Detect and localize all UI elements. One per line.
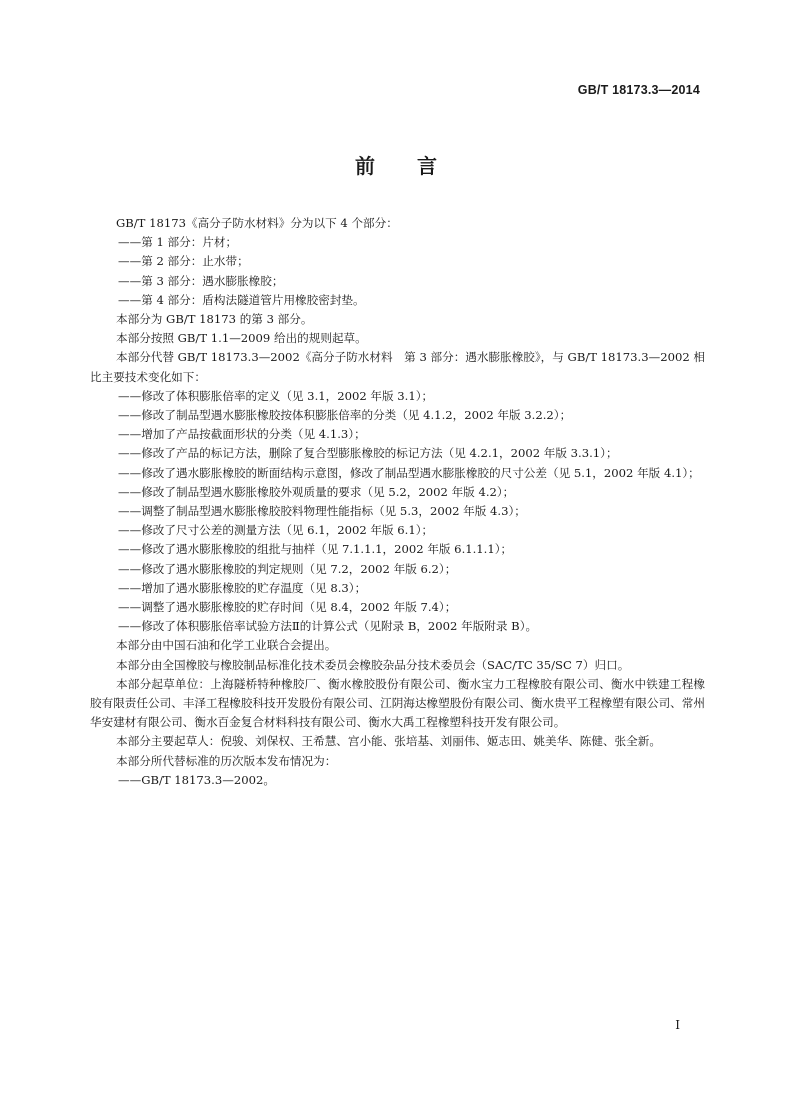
change-list-item: ——修改了尺寸公差的测量方法（见 6.1，2002 年版 6.1）； [118, 523, 434, 538]
part-list-item: ——第 1 部分：片材； [118, 235, 238, 250]
history-intro-paragraph: 本部分所代替标准的历次版本发布情况为： [116, 753, 337, 768]
this-part-paragraph: 本部分为 GB/T 18173 的第 3 部分。 [116, 312, 313, 327]
history-list-item: ——GB/T 18173.3—2002。 [118, 772, 275, 787]
change-list-item: ——修改了制品型遇水膨胀橡胶外观质量的要求（见 5.2，2002 年版 4.2）； [118, 484, 515, 499]
change-list-item: ——调整了遇水膨胀橡胶的贮存时间（见 8.4，2002 年版 7.4）； [118, 600, 457, 615]
drafting-units-paragraph: 本部分起草单位：上海隧桥特种橡胶厂、衡水橡胶股份有限公司、衡水宝力工程橡胶有限公司、衡水中铁建工程橡胶有限责任公司、丰泽工程橡胶科技开发股份有限公司、江阴海达橡塑股份有限公司、衡水贵平工程橡塑有限公司、常州华安建材有限公司、衡水百金复合材料科技有限公司、衡水大禹工程橡塑科技开发有限公司。 [90, 676, 705, 730]
change-list-item: ——修改了体积膨胀倍率试验方法Ⅱ的计算公式（见附录 B，2002 年版附录 B）。 [118, 619, 538, 634]
change-list-item: ——增加了遇水膨胀橡胶的贮存温度（见 8.3）； [118, 580, 367, 595]
change-list-item: ——修改了产品的标记方法，删除了复合型膨胀橡胶的标记方法（见 4.2.1，2002 年版 3.3.1）； [118, 446, 618, 461]
page-title: 前言 [355, 154, 479, 178]
proposed-by-paragraph: 本部分由中国石油和化学工业联合会提出。 [116, 638, 337, 653]
part-list-item: ——第 4 部分：盾构法隧道管片用橡胶密封垫。 [118, 292, 365, 307]
change-list-item: ——修改了体积膨胀倍率的定义（见 3.1，2002 年版 3.1）； [118, 388, 434, 403]
standard-number-header: GB/T 18173.3—2014 [577, 83, 700, 97]
foreword-body [90, 214, 705, 790]
change-list-item: ——增加了产品按截面形状的分类（见 4.1.3）； [118, 427, 366, 442]
page-number: Ⅰ [675, 1018, 680, 1032]
intro-paragraph: GB/T 18173《高分子防水材料》分为以下 4 个部分： [116, 216, 398, 230]
part-list-item: ——第 2 部分：止水带； [118, 254, 249, 269]
part-list-item: ——第 3 部分：遇水膨胀橡胶； [118, 273, 284, 288]
change-list-item: ——修改了遇水膨胀橡胶的判定规则（见 7.2，2002 年版 6.2）； [118, 561, 457, 576]
change-list-item: ——修改了制品型遇水膨胀橡胶按体积膨胀倍率的分类（见 4.1.2，2002 年版 3.2.2）； [118, 408, 572, 423]
jurisdiction-paragraph: 本部分由全国橡胶与橡胶制品标准化技术委员会橡胶杂品分技术委员会（SAC/TC 35/SC 7）归口。 [116, 657, 630, 672]
drafting-rules-paragraph: 本部分按照 GB/T 1.1—2009 给出的规则起草。 [116, 331, 367, 346]
drafters-paragraph: 本部分主要起草人：倪骏、刘保权、王希慧、宫小能、张培基、刘丽伟、姬志田、姚美华、陈健、张全新。 [116, 734, 661, 749]
change-list-item: ——调整了制品型遇水膨胀橡胶胶料物理性能指标（见 5.3，2002 年版 4.3）； [118, 504, 526, 519]
replaces-paragraph: 本部分代替 GB/T 18173.3—2002《高分子防水材料 第 3 部分：遇水膨胀橡胶》，与 GB/T 18173.3—2002 相比主要技术变化如下： [90, 350, 705, 384]
change-list-item: ——修改了遇水膨胀橡胶的断面结构示意图，修改了制品型遇水膨胀橡胶的尺寸公差（见 5.1，2002 年版 4.1）； [118, 465, 700, 480]
change-list-item: ——修改了遇水膨胀橡胶的组批与抽样（见 7.1.1.1，2002 年版 6.1.1.1）； [118, 542, 513, 557]
